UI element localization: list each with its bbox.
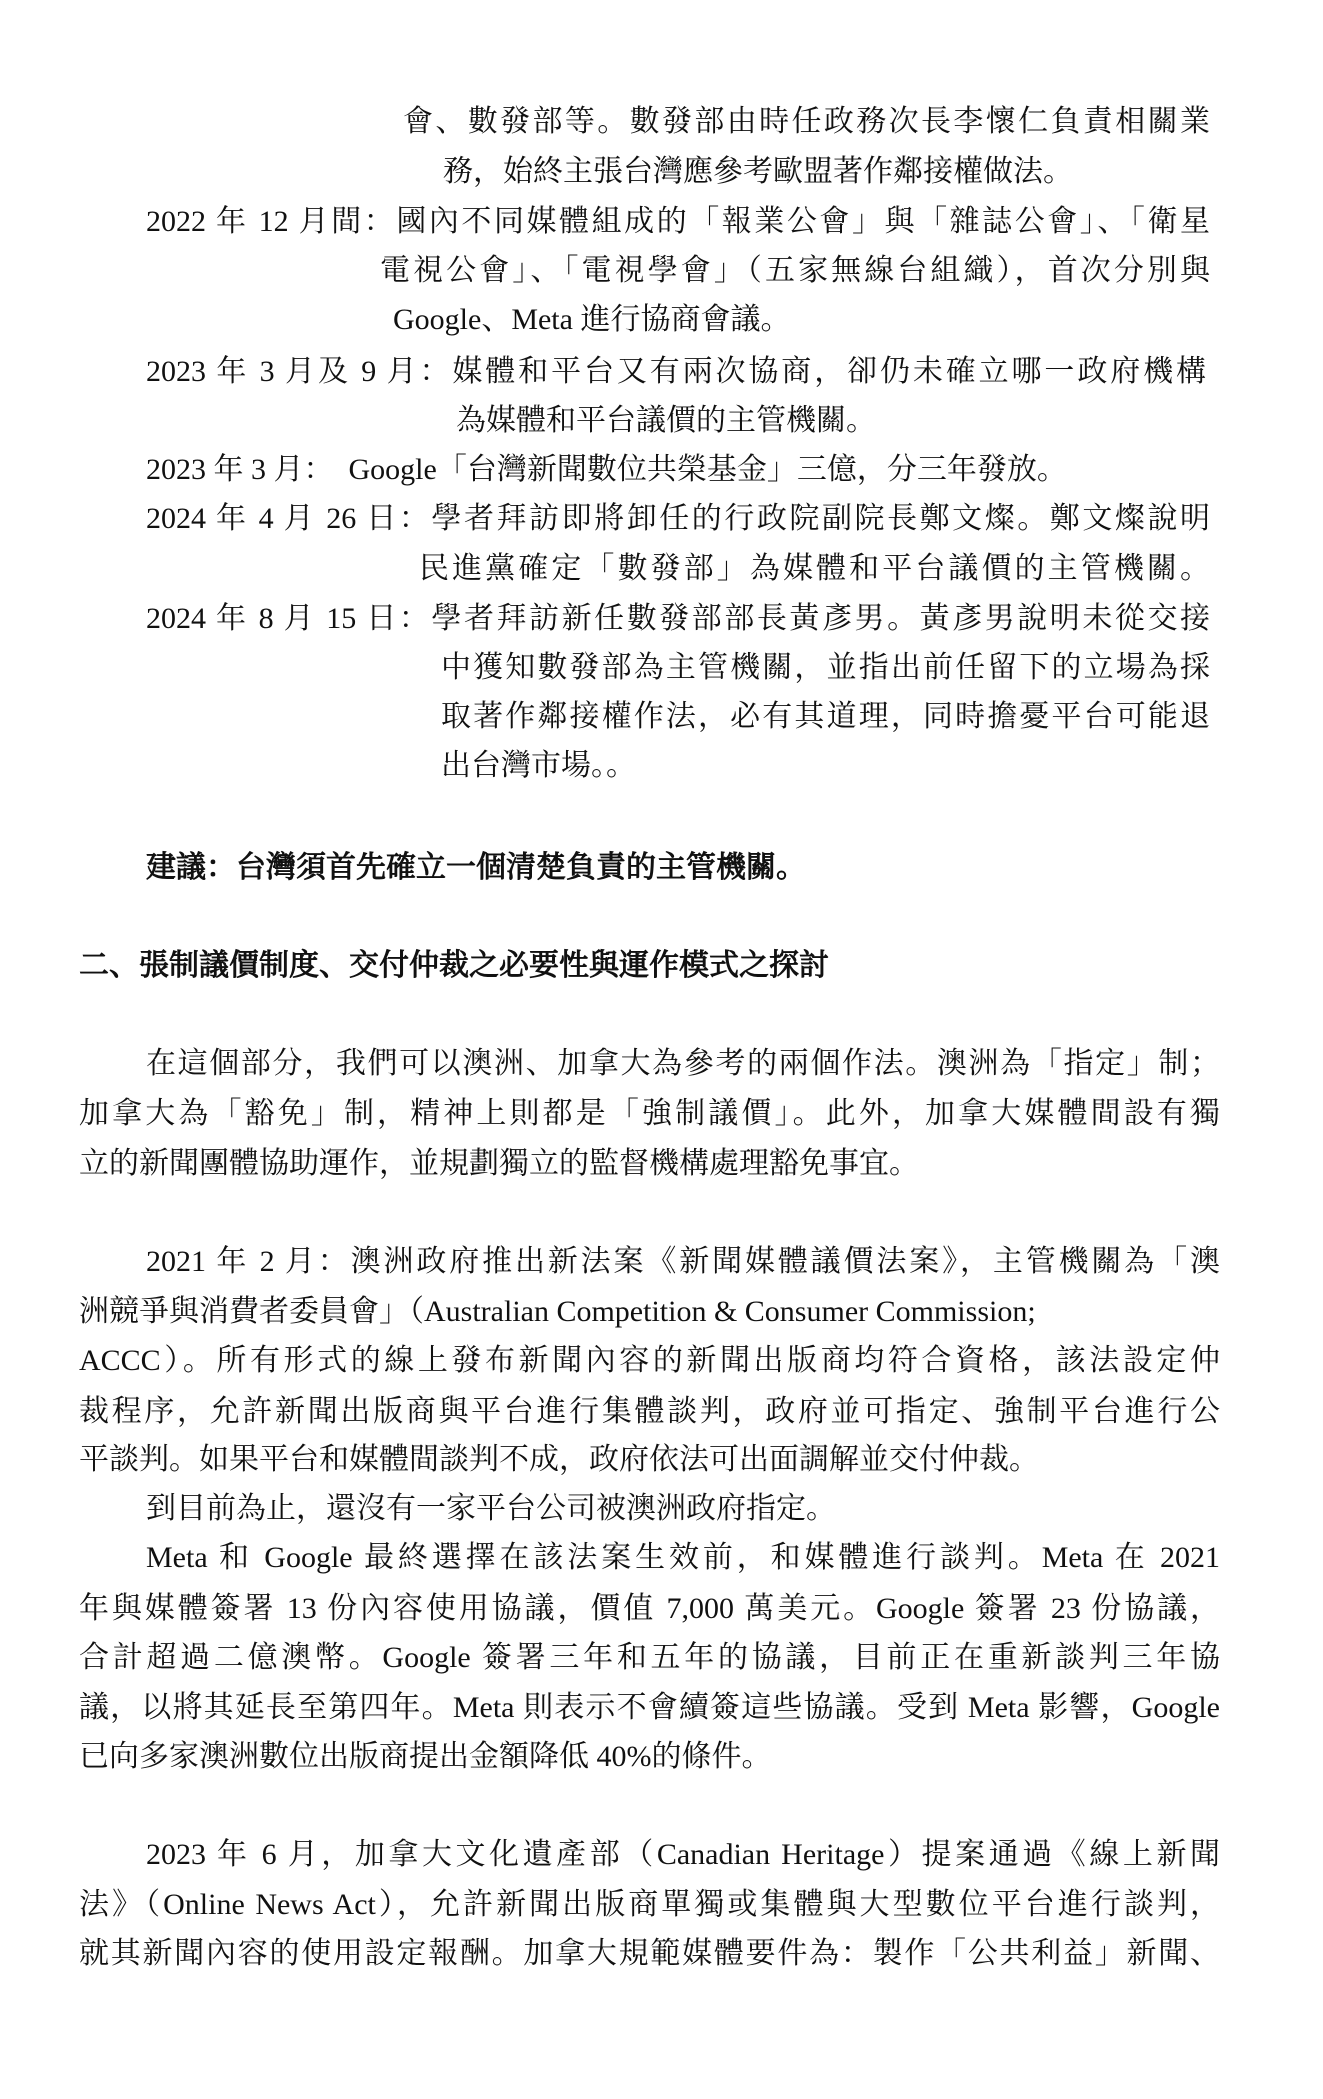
timeline-line: 電視公會」、「電視學會」（五家無線台組織），首次分別與 xyxy=(380,254,1210,287)
paragraph-line: 2021 年 2 月：澳洲政府推出新法案《新聞媒體議價法案》，主管機關為「澳 xyxy=(146,1245,1220,1278)
paragraph-line: 2023 年 6 月，加拿大文化遺產部（Canadian Heritage）提案通過《線上新聞 xyxy=(146,1838,1220,1871)
paragraph-line: 立的新聞團體協助運作，並規劃獨立的監督機構處理豁免事宜。 xyxy=(79,1147,919,1180)
timeline-line: 2024 年 8 月 15 日：學者拜訪新任數發部部長黃彥男。黃彥男說明未從交接 xyxy=(146,602,1210,635)
paragraph-line: 已向多家澳洲數位出版商提出金額降低 40%的條件。 xyxy=(79,1740,772,1773)
timeline-line: 2024 年 4 月 26 日：學者拜訪即將卸任的行政院副院長鄭文燦。鄭文燦說明 xyxy=(146,502,1210,535)
timeline-line: Google、Meta 進行協商會議。 xyxy=(393,303,791,336)
paragraph-line: 年與媒體簽署 13 份內容使用協議，價值 7,000 萬美元。Google 簽署 23 份協議， xyxy=(79,1592,1220,1625)
paragraph-line: 到目前為止，還沒有一家平台公司被澳洲政府指定。 xyxy=(146,1492,836,1525)
timeline-line: 2022 年 12 月間：國內不同媒體組成的「報業公會」與「雜誌公會」、「衛星 xyxy=(146,205,1210,238)
paragraph-line: 合計超過二億澳幣。Google 簽署三年和五年的協議，目前正在重新談判三年協 xyxy=(79,1641,1220,1674)
timeline-line: 出台灣市場。。 xyxy=(441,749,636,782)
section-heading: 二、張制議價制度、交付仲裁之必要性與運作模式之探討 xyxy=(79,949,829,982)
paragraph-line: Meta 和 Google 最終選擇在該法案生效前，和媒體進行談判。Meta 在 2021 xyxy=(146,1541,1220,1574)
paragraph-line: 法》（Online News Act），允許新聞出版商單獨或集體與大型數位平台進行談判， xyxy=(79,1888,1220,1921)
timeline-line: 民進黨確定「數發部」為媒體和平台議價的主管機關。 xyxy=(419,552,1210,585)
recommendation: 建議：台灣須首先確立一個清楚負責的主管機關。 xyxy=(146,851,806,884)
timeline-line: 會、數發部等。數發部由時任政務次長李懷仁負責相關業 xyxy=(403,105,1210,138)
paragraph-line: 平談判。如果平台和媒體間談判不成，政府依法可出面調解並交付仲裁。 xyxy=(79,1443,1039,1476)
paragraph-line: 就其新聞內容的使用設定報酬。加拿大規範媒體要件為：製作「公共利益」新聞、 xyxy=(79,1937,1220,1970)
timeline-line: 中獲知數發部為主管機關，並指出前任留下的立場為採 xyxy=(441,651,1210,684)
paragraph-line: 在這個部分，我們可以澳洲、加拿大為參考的兩個作法。澳洲為「指定」制； xyxy=(146,1047,1220,1080)
paragraph-line: 議，以將其延長至第四年。Meta 則表示不會續簽這些協議。受到 Meta 影響，Google xyxy=(79,1691,1220,1724)
timeline-line: 2023 年 3 月及 9 月：媒體和平台又有兩次協商，卻仍未確立哪一政府機構 xyxy=(146,355,1206,388)
timeline-line: 2023 年 3 月： Google「台灣新聞數位共榮基金」三億，分三年發放。 xyxy=(146,453,1067,486)
paragraph-line: 洲競爭與消費者委員會」（Australian Competition & Consumer Commission; xyxy=(79,1295,1036,1328)
paragraph-line: ACCC）。所有形式的線上發布新聞內容的新聞出版商均符合資格，該法設定仲 xyxy=(79,1344,1220,1377)
timeline-line: 為媒體和平台議價的主管機關。 xyxy=(456,404,876,437)
timeline-line: 取著作鄰接權作法，必有其道理，同時擔憂平台可能退 xyxy=(441,700,1210,733)
timeline-line: 務，始終主張台灣應參考歐盟著作鄰接權做法。 xyxy=(443,155,1073,188)
paragraph-line: 裁程序，允許新聞出版商與平台進行集體談判，政府並可指定、強制平台進行公 xyxy=(79,1395,1220,1428)
paragraph-line: 加拿大為「豁免」制，精神上則都是「強制議價」。此外，加拿大媒體間設有獨 xyxy=(79,1097,1220,1130)
